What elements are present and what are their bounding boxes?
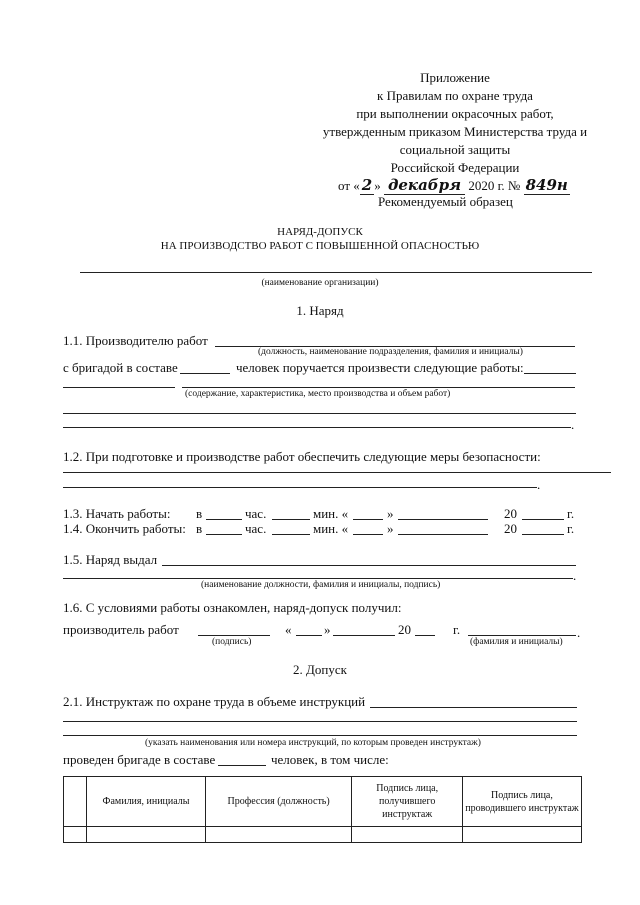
p11-brigade-count-line xyxy=(180,373,230,374)
p13-hour-line xyxy=(206,519,242,520)
p21-line-3 xyxy=(63,735,577,736)
p21-line-2 xyxy=(63,721,577,722)
p14-label: 1.4. Окончить работы: xyxy=(63,521,186,536)
appendix-line-3: при выполнении окрасочных работ, xyxy=(356,106,554,121)
p14-close: » xyxy=(387,521,394,536)
p13-day-line xyxy=(353,519,383,520)
p11-brigade-b: человек поручается произвести следующие работы: xyxy=(236,360,524,375)
p16-sign-caption: (подпись) xyxy=(212,637,252,647)
p11-label: 1.1. Производителю работ xyxy=(63,333,208,348)
p21-line-1 xyxy=(370,707,577,708)
table-cell xyxy=(462,827,581,843)
p13-min-line xyxy=(272,519,310,520)
table-header-blank xyxy=(64,777,87,827)
p16-name-caption: (фамилия и инициалы) xyxy=(470,637,563,647)
p14-day-line xyxy=(353,534,383,535)
p16-producer: производитель работ xyxy=(63,622,179,637)
date-year: 2020 г. № xyxy=(468,178,521,193)
p21-brigade-count-line xyxy=(218,765,266,766)
p21-brigade-a: проведен бригаде в составе xyxy=(63,752,216,767)
p11-brigade-a: с бригадой в составе xyxy=(63,360,178,375)
p14-month-line xyxy=(398,534,488,535)
p15-line-1 xyxy=(162,565,576,566)
p16-q-close: » xyxy=(324,622,331,637)
p13-month-line xyxy=(398,519,488,520)
table-header-name: Фамилия, инициалы xyxy=(87,777,205,827)
p14-year-line xyxy=(522,534,564,535)
p15-label: 1.5. Наряд выдал xyxy=(63,552,158,567)
table-header-received-signature: Подпись лица, получившего инструктаж xyxy=(352,777,462,827)
table-row xyxy=(64,827,582,843)
p13-g: г. xyxy=(567,506,575,521)
section-1-heading: 1. Наряд xyxy=(296,303,344,318)
p11-dot: . xyxy=(571,417,575,432)
p11-works-line-end xyxy=(524,373,576,374)
instruction-table xyxy=(63,776,582,843)
appendix-line-2: к Правилам по охране труда xyxy=(377,88,533,103)
date-prefix: от « xyxy=(338,178,360,193)
p14-min: мин. « xyxy=(313,521,349,536)
p16-q-open: « xyxy=(285,622,292,637)
section-2-heading: 2. Допуск xyxy=(293,662,347,677)
p13-year: 20 xyxy=(504,506,517,521)
table-cell xyxy=(205,827,352,843)
date-month: декабря xyxy=(384,176,465,195)
org-line xyxy=(80,272,592,273)
appendix-line-1: Приложение xyxy=(420,70,490,85)
p11-works-line-a xyxy=(63,387,175,388)
p14-year: 20 xyxy=(504,521,517,536)
p16-name-line xyxy=(468,635,576,636)
p16-year: 20 xyxy=(398,622,411,637)
p14-hour-line xyxy=(206,534,242,535)
p11-works-line-2 xyxy=(63,413,576,414)
p12-label: 1.2. При подготовке и производстве работ обеспечить следующие меры безопасности: xyxy=(63,449,541,464)
p15-caption: (наименование должности, фамилия и инициалы, подпись) xyxy=(201,580,441,590)
table-cell xyxy=(352,827,462,843)
table-header-conducted-signature: Подпись лица, проводившего инструктаж xyxy=(462,777,581,827)
p16-label: 1.6. С условиями работы ознакомлен, наряд-допуск получил: xyxy=(63,600,402,615)
recommended-sample: Рекомендуемый образец xyxy=(378,194,513,209)
p14-hour: час. xyxy=(245,521,267,536)
p12-line-1 xyxy=(63,472,611,473)
p11-works-line-b xyxy=(182,387,575,388)
p13-close: » xyxy=(387,506,394,521)
table-cell xyxy=(87,827,205,843)
p16-year-line xyxy=(415,635,435,636)
appendix-line-6: Российской Федерации xyxy=(390,160,520,175)
p13-hour: час. xyxy=(245,506,267,521)
order-date-line xyxy=(338,176,570,195)
appendix-line-5: социальной защиты xyxy=(399,142,511,157)
table-cell xyxy=(64,827,87,843)
p21-caption: (указать наименования или номера инструкций, по которым проведен инструктаж) xyxy=(145,738,481,748)
p13-min: мин. « xyxy=(313,506,349,521)
p11-caption: (должность, наименование подразделения, фамилия и инициалы) xyxy=(258,347,523,357)
p16-dot: . xyxy=(577,625,581,640)
p11-works-line-3 xyxy=(63,427,571,428)
p16-g: г. xyxy=(453,622,461,637)
p11-works-caption: (содержание, характеристика, место производства и объем работ) xyxy=(185,389,451,399)
p12-dot: . xyxy=(537,477,541,492)
org-caption: (наименование организации) xyxy=(261,278,379,288)
table-header-profession: Профессия (должность) xyxy=(205,777,352,827)
p12-line-2 xyxy=(63,487,537,488)
p15-line-2 xyxy=(63,578,573,579)
p14-g: г. xyxy=(567,521,575,536)
p13-label: 1.3. Начать работы: xyxy=(63,506,171,521)
date-day: 2 xyxy=(361,176,373,194)
appendix-line-4: утвержденным приказом Министерства труда и xyxy=(322,124,588,139)
p13-year-line xyxy=(522,519,564,520)
date-mid: » xyxy=(374,178,381,193)
p16-day-line xyxy=(296,635,322,636)
doc-title-2: НА ПРОИЗВОДСТВО РАБОТ С ПОВЫШЕННОЙ ОПАСНОСТЬЮ xyxy=(160,240,480,252)
p15-dot: . xyxy=(573,568,577,583)
order-number: 849н xyxy=(525,176,568,194)
p14-min-line xyxy=(272,534,310,535)
p13-v: в xyxy=(196,506,203,521)
p16-month-line xyxy=(333,635,395,636)
p16-sign-line xyxy=(198,635,270,636)
p21-label: 2.1. Инструктаж по охране труда в объеме инструкций xyxy=(63,694,366,709)
p14-v: в xyxy=(196,521,203,536)
p21-brigade-b: человек, в том числе: xyxy=(271,752,389,767)
doc-title-1: НАРЯД-ДОПУСК xyxy=(277,226,363,238)
